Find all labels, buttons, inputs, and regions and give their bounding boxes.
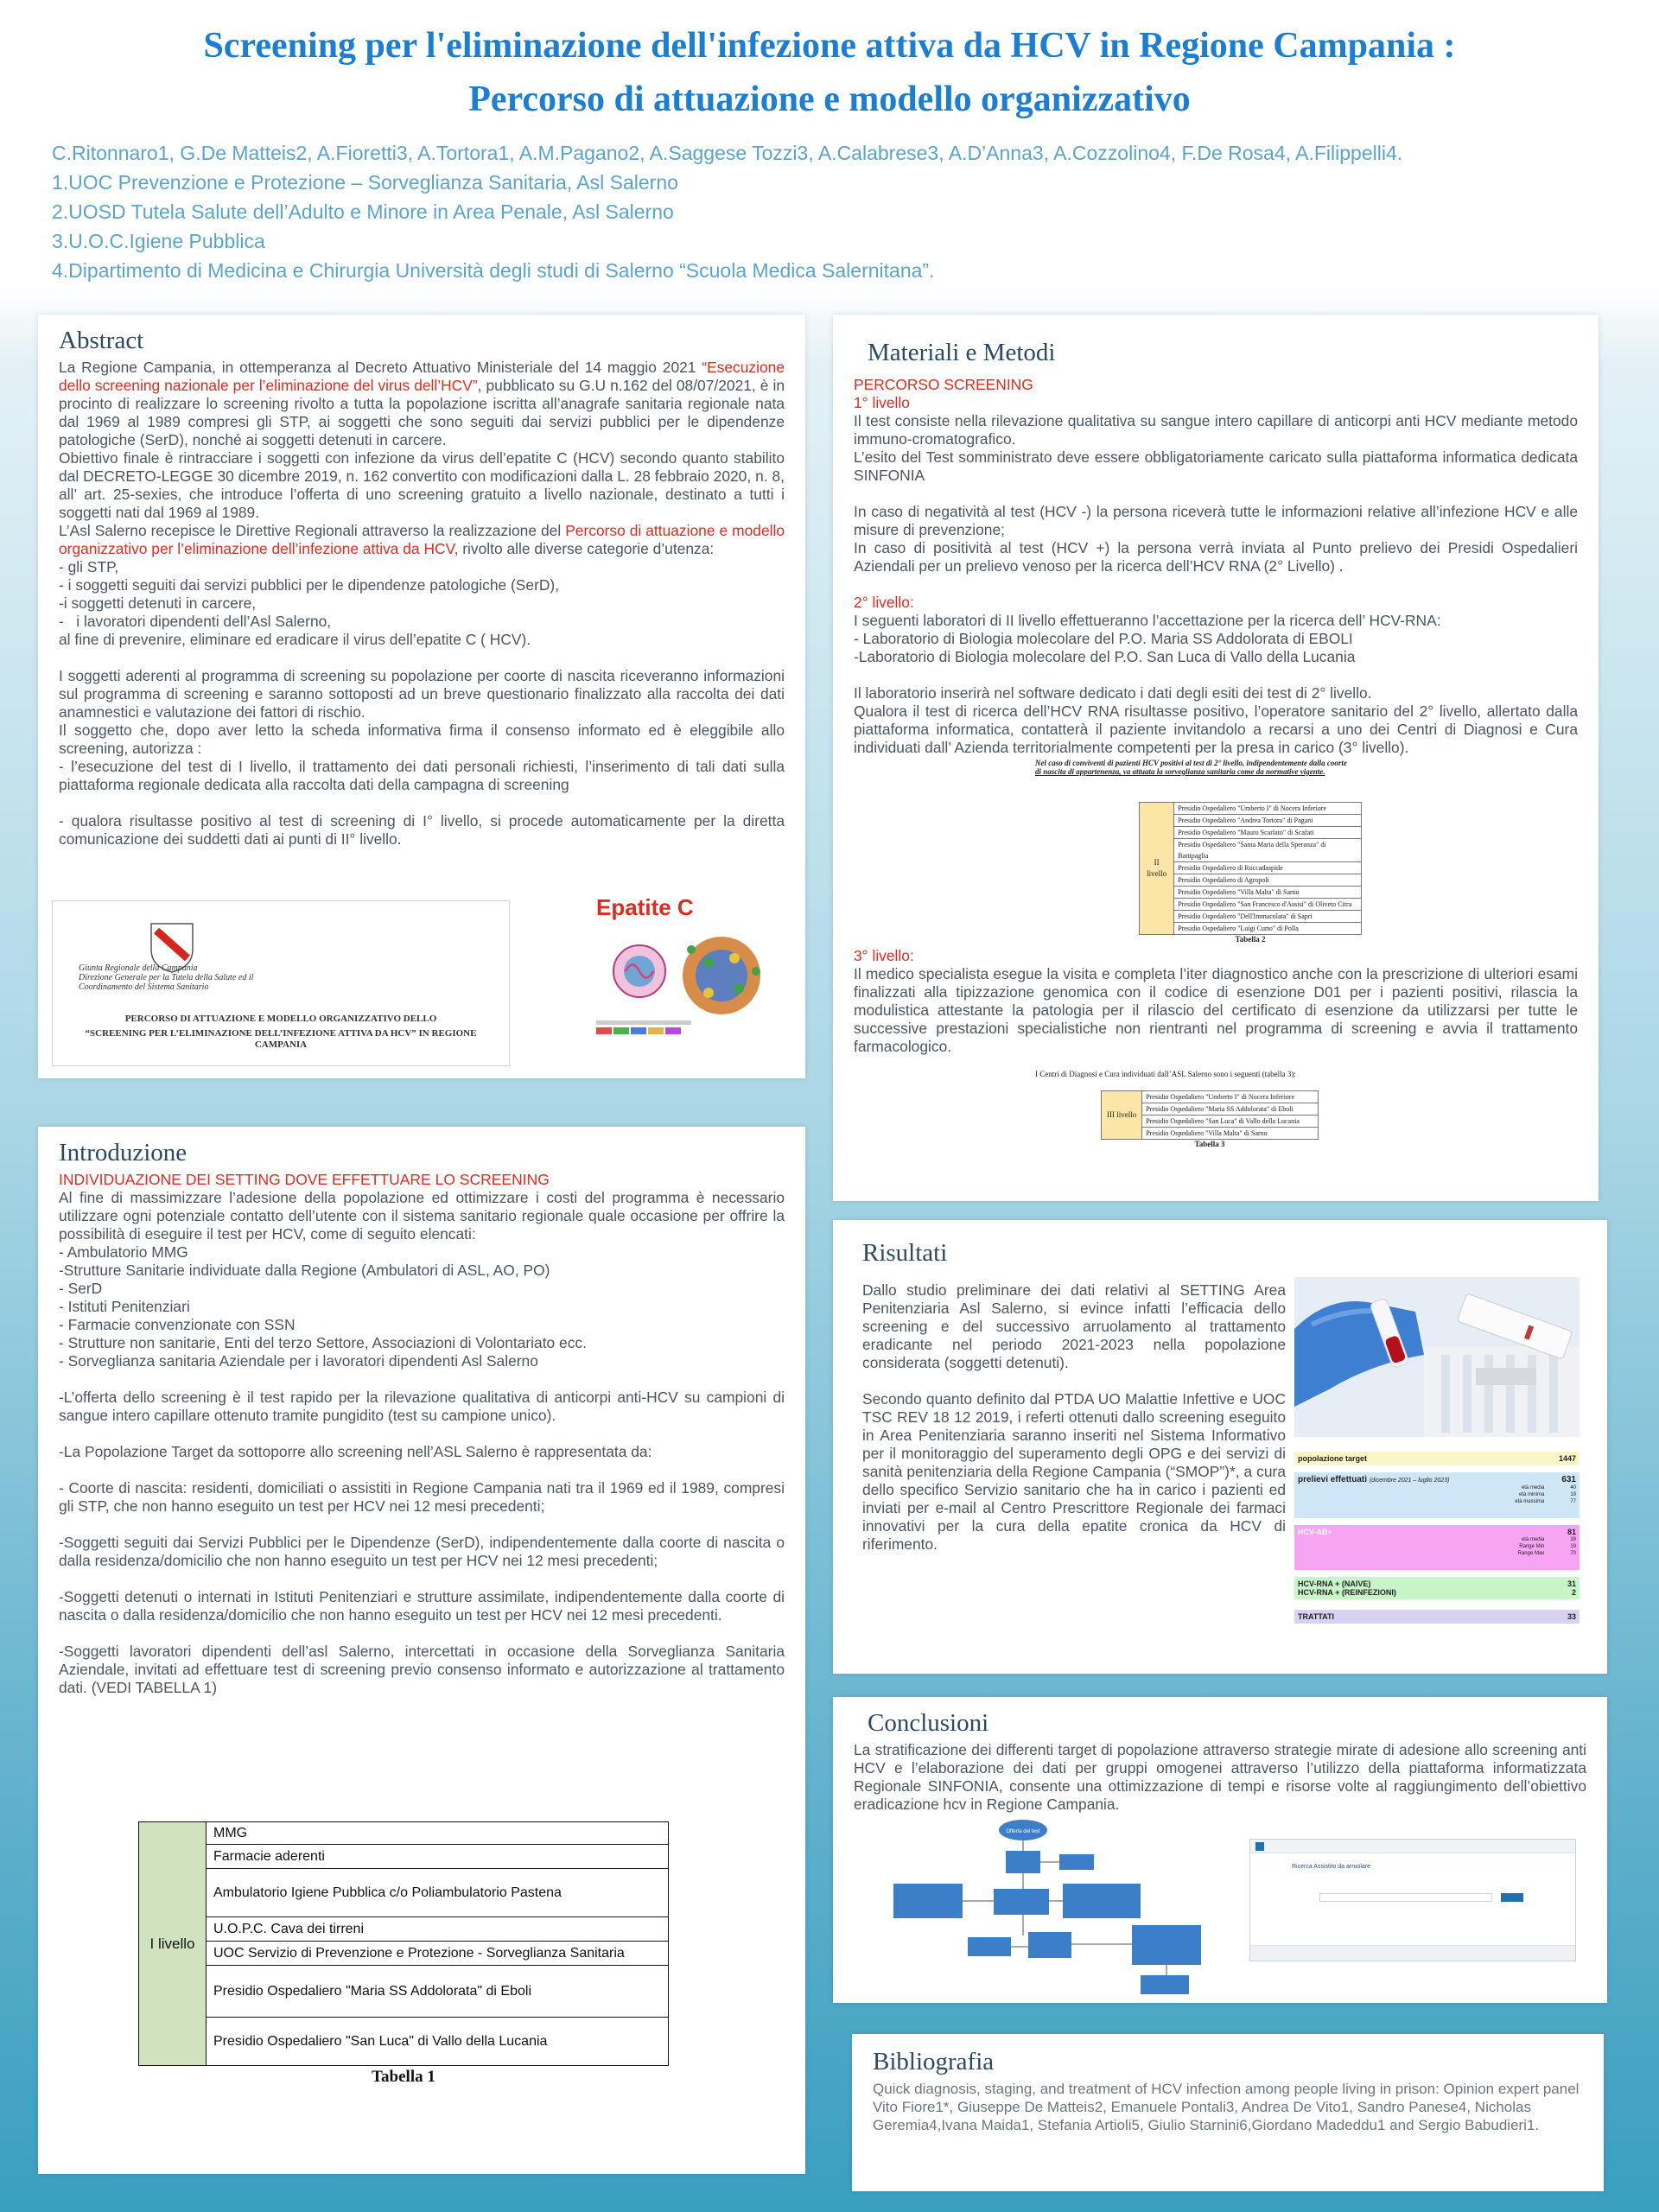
- table2-caption: Tabella 2: [1235, 935, 1266, 944]
- table-1: [138, 1821, 669, 2087]
- methods-level-2: 2° livello:: [854, 594, 914, 611]
- affiliation-2: 2.UOSD Tutela Salute dell’Adulto e Minore in Area Penale, Asl Salerno: [52, 200, 674, 223]
- prelievi-period: (dicembre 2021 – luglio 2023): [1369, 1478, 1450, 1484]
- hcv-ab-label: HCV-AB+: [1298, 1528, 1332, 1536]
- table1-row: Ambulatorio Igiene Pubblica c/o Poliambulatorio Pastena: [207, 1869, 669, 1917]
- sinfonia-platform-screenshot: [1249, 1839, 1576, 1961]
- results-row-treated: [1294, 1610, 1580, 1624]
- bibliography-b1: Quick diagnosis, staging, and treatment of HCV infection among people living in prison: Opinion expert panel: [873, 2081, 1580, 2097]
- prelievi-label: prelievi effettuati: [1298, 1475, 1368, 1484]
- table2-row: Presidio Ospedaliero di Agropoli: [1174, 874, 1362, 887]
- table2-row: Presidio Ospedaliero "Santa Maria della Speranza" di Battipaglia: [1174, 839, 1362, 862]
- table1-row: Presidio Ospedaliero "San Luca" di Vallo della Lucania: [207, 2018, 669, 2066]
- platform-search-button[interactable]: [1501, 1893, 1523, 1902]
- abstract-list-3: -i soggetti detenuti in carcere,: [59, 594, 257, 612]
- title-line-2: Percorso di attuazione e modello organizzativo: [468, 79, 1191, 119]
- table2-row: Presidio Ospedaliero "Umberto I" di Nocera Inferiore: [1174, 803, 1362, 815]
- regione-campania-document-image: [52, 900, 510, 1066]
- abstract-p3b: , rivolto alle diverse categorie d’utenza:: [454, 540, 715, 557]
- table1-row: MMG: [207, 1822, 669, 1845]
- prelievi-sub-value: 40: [1570, 1485, 1576, 1491]
- intro-p2: -L’offerta dello screening è il test rapido per la rilevazione qualitativa di anticorpi anti-HCV su campioni di sangue intero capillare ottenuto tramite pungidito (test su campione unico).: [59, 1389, 785, 1424]
- intro-p7: -Soggetti lavoratori dipendenti dell’asl Salerno, intercettati in occasione della Sorveglianza Sanitaria Aziendale, invitati ad effettuare test di screening previo consenso informato e autorizzazione al trattamento dati. (VEDI TABELLA 1): [59, 1643, 785, 1696]
- table1-row: Farmacie aderenti: [207, 1845, 669, 1869]
- methods-sub-percorso: PERCORSO SCREENING: [854, 376, 1033, 393]
- intro-list-5: - Farmacie convenzionate con SSN: [59, 1316, 296, 1333]
- hcv-ab-sub-value: 70: [1570, 1551, 1576, 1556]
- flowchart-icon: [890, 1815, 1210, 1996]
- prelievi-sub-label: età massima: [1515, 1499, 1545, 1504]
- intro-p1: Al fine di massimizzare l’adesione della popolazione ed ottimizzare i costi del programma è necessario utilizzare ogni potenziale contatto dell’utente con il sistema sanitario regionale quale occasione per offrire la possibilità di eseguire il test per HCV, come di seguito elencati:: [59, 1189, 785, 1243]
- results-row-target: [1294, 1452, 1580, 1465]
- methods-m4: In caso di positività al test (HCV +) la persona verrà inviata al Punto prelievo dei Presidi Ospedalieri Aziendali per un prelievo venoso per la ricerca dell’HCV RNA (2° Livello) .: [854, 539, 1578, 575]
- table3-row: Presidio Ospedaliero "Maria SS Addolorata" di Eboli: [1142, 1103, 1319, 1116]
- intro-list-6: - Strutture non sanitarie, Enti del terzo Settore, Associazioni di Volontariato ecc.: [59, 1334, 587, 1351]
- results-text: [862, 1281, 1286, 1554]
- prelievi-sub-value: 77: [1570, 1499, 1576, 1504]
- intro-p6: -Soggetti detenuti o internati in Istituti Penitenziari e strutture assimilate, indipendentemente dalla coorte di nascita o dalla residenza/domicilio che non hanno eseguito un test per HCV nei 12 mesi precedenti.: [59, 1588, 785, 1624]
- table1-row: UOC Servizio di Prevenzione e Protezione - Sorveglianza Sanitaria: [207, 1942, 669, 1966]
- methods-card: [833, 315, 1599, 1201]
- affiliation-3: 3.U.O.C.Igiene Pubblica: [52, 230, 265, 252]
- methods-m3: In caso di negatività al test (HCV -) la persona riceverà tutte le informazioni relative all’infezione HCV e alle misure di prevenzione;: [854, 503, 1578, 538]
- table2-row: Presidio Ospedaliero "San Francesco d'Assisi" di Oliveto Citra: [1174, 899, 1362, 911]
- hepatitis-c-title: Epatite C: [596, 894, 694, 920]
- hcv-ab-sub-label: Range Min: [1519, 1544, 1545, 1549]
- abstract-p1-decree: “Esecuzione dello screening nazionale per l’eliminazione del virus dell’HCV”: [59, 359, 785, 394]
- bibliography-text: [873, 2080, 1583, 2134]
- table-2: [1139, 802, 1362, 944]
- affiliation-1: 1.UOC Prevenzione e Protezione – Sorveglianza Sanitaria, Asl Salerno: [52, 171, 678, 194]
- target-label: popolazione target: [1298, 1454, 1368, 1463]
- results-row-prelievi: [1294, 1472, 1580, 1518]
- abstract-p2: Obiettivo finale è rintracciare i soggetti con infezione da virus dell’epatite C (HCV) secondo quanto stabilito dal DECRETO-LEGGE 30 dicembre 2019, n. 162 convertito con modificazioni dalla L. 28 febbraio 2020, n. 8, all’ art. 25-sexies, che introduce l’offerta di uno screening gratuito a livello nazionale, destinato a tutti i soggetti nati dal 1969 al 1989.: [59, 449, 785, 521]
- rna-naive-value: 31: [1567, 1580, 1576, 1588]
- table2-row: Presidio Ospedaliero di Roccadaspide: [1174, 862, 1362, 874]
- table1-row: Presidio Ospedaliero "Maria SS Addolorata" di Eboli: [207, 1966, 669, 2018]
- table3-row: Presidio Ospedaliero "San Luca" di Vallo della Lucania: [1142, 1116, 1319, 1128]
- abstract-p5: Il soggetto che, dopo aver letto la scheda informativa firma il consenso informato ed è eleggibile allo screening, autorizza :: [59, 721, 785, 757]
- table1-row: U.O.P.C. Cava dei tirreni: [207, 1917, 669, 1942]
- logo-inst-1: Giunta Regionale della Campania: [79, 963, 198, 973]
- table3-row: Presidio Ospedaliero "Villa Malta" di Sarno: [1142, 1128, 1319, 1140]
- hcv-ab-sub-value: 39: [1570, 1537, 1576, 1542]
- intro-list-7: - Sorveglianza sanitaria Aziendale per i lavoratori dipendenti Asl Salerno: [59, 1352, 538, 1370]
- abstract-p7: - qualora risultasse positivo al test di screening di I° livello, si procede automaticamente per la diretta comunicazione dei suddetti dati ai punti di II° livello.: [59, 812, 785, 848]
- methods-m5: I seguenti laboratori di II livello effettueranno l’accettazione per la ricerca dell’ HCV-RNA:: [854, 612, 1441, 629]
- table2-row: Presidio Ospedaliero "Mauro Scarlato" di Scafati: [1174, 827, 1362, 839]
- poster-title: [35, 19, 1624, 126]
- intro-p3: -La Popolazione Target da sottoporre allo screening nell’ASL Salerno è rappresentata da:: [59, 1443, 652, 1460]
- prelievi-value: 631: [1561, 1475, 1576, 1484]
- table2-row: Presidio Ospedaliero "Luigi Curto" di Polla: [1174, 923, 1362, 935]
- introduction-heading: Introduzione: [59, 1139, 188, 1166]
- abstract-list-5: al fine di prevenire, eliminare ed eradicare il virus dell’epatite C ( HCV).: [59, 631, 531, 648]
- logo-inst-2: Direzione Generale per la Tutela della Salute ed il: [79, 973, 254, 982]
- methods-text-level3: [854, 947, 1578, 1056]
- table2-row: Presidio Ospedaliero "Villa Malta" di Sarno: [1174, 887, 1362, 899]
- abstract-p3a: L’Asl Salerno recepisce le Direttive Regionali attraverso la realizzazione del: [59, 522, 566, 539]
- bibliography-heading: Bibliografia: [873, 2048, 995, 2075]
- bibliography-b2: Vito Fiore1*, Giuseppe De Matteis2, Emanuele Pontali3, Andrea De Vito1, Sandro Panese4, Nicholas Geremia4,Ivana Maida1, Stefania Artioli5, Giulio Starnini6,Giordano Madeddu1 and Sergio Babudieri1.: [873, 2099, 1540, 2133]
- abstract-p1a: La Regione Campania, in ottemperanza al Decreto Attuativo Ministeriale del 14 maggio 2021: [59, 359, 702, 376]
- hcv-ab-sub-label: età media: [1521, 1537, 1545, 1542]
- title-line-1: Screening per l'eliminazione dell'infezione attiva da HCV in Regione Campania :: [203, 26, 1456, 66]
- results-row-hcv-ab: [1294, 1525, 1580, 1570]
- abstract-text: [59, 359, 785, 849]
- intro-p4: - Coorte di nascita: residenti, domiciliati o assistiti in Regione Campania nati tra il 1969 ed il 1989, compresi gli STP, che non hanno eseguito un test per HCV nei 12 mesi precedenti;: [59, 1479, 785, 1515]
- table3-row: Presidio Ospedaliero "Umberto I" di Nocera Inferiore: [1142, 1091, 1319, 1103]
- table2-note: [1035, 759, 1578, 776]
- logo-title-1: PERCORSO DI ATTUAZIONE E MODELLO ORGANIZZATIVO DELLO: [124, 1014, 437, 1024]
- treated-value: 33: [1567, 1612, 1576, 1621]
- hcv-ab-value: 81: [1567, 1528, 1576, 1536]
- methods-m6: - Laboratorio di Biologia molecolare del P.O. Maria SS Addolorata di EBOLI: [854, 630, 1353, 647]
- platform-logo-icon: [1255, 1842, 1264, 1851]
- conclusions-heading: Conclusioni: [868, 1709, 989, 1737]
- abstract-list-4: - i lavoratori dipendenti dell’Asl Salerno,: [59, 613, 332, 630]
- rna-reinf-label: HCV-RNA + (REINFEZIONI): [1298, 1588, 1396, 1597]
- rna-naive-label: HCV-RNA + (NAIVE): [1298, 1580, 1371, 1588]
- authors-list: C.Ritonnaro1, G.De Matteis2, A.Fioretti3, A.Tortora1, A.M.Pagano2, A.Saggese Tozzi3, A.Calabrese3, A.D’Anna3, A.Cozzolino4, F.De Rosa4, A.Filippelli4.: [52, 142, 1403, 164]
- table-3: [1101, 1090, 1319, 1148]
- introduction-subheading: INDIVIDUAZIONE DEI SETTING DOVE EFFETTUARE LO SCREENING: [59, 1171, 550, 1188]
- prelievi-sub-label: età minima: [1518, 1492, 1545, 1497]
- table3-level: III livello: [1102, 1091, 1142, 1140]
- hepatitis-c-image: [579, 894, 786, 1067]
- results-row-hcv-rna: [1294, 1577, 1580, 1599]
- results-table: [1294, 1452, 1580, 1624]
- abstract-list-1: - gli STP,: [59, 558, 119, 575]
- table3-caption: Tabella 3: [1194, 1140, 1225, 1148]
- rapid-test-photo: [1294, 1277, 1580, 1437]
- abstract-list-2: - i soggetti seguiti dai servizi pubblici per le dipendenze patologiche (SerD),: [59, 576, 560, 594]
- target-value: 1447: [1558, 1454, 1576, 1463]
- table3-note: I Centri di Diagnosi e Cura individuati dall’ASL Salerno sono i seguenti (tabella 3):: [1035, 1070, 1296, 1078]
- results-r1: Dallo studio preliminare dei dati relativi al SETTING Area Penitenziaria Asl Salerno, si evince infatti l’efficacia dello screening e del successivo arruolamento al trattamento eradicante nel periodo 2021-2023 nella popolazione considerata (soggetti detenuti).: [862, 1281, 1286, 1371]
- intro-list-3: - SerD: [59, 1280, 103, 1297]
- treated-label: TRATTATI: [1298, 1612, 1334, 1621]
- platform-search-input[interactable]: [1319, 1893, 1492, 1902]
- table2-note-1: Nel caso di conviventi di pazienti HCV positivi al test di 2° livello, indipendentemente dalla coorte: [1035, 759, 1347, 767]
- affiliation-4: 4.Dipartimento di Medicina e Chirurgia Università degli studi di Salerno “Scuola Medica Salernitana”.: [52, 259, 935, 282]
- table2-level: II livello: [1140, 803, 1174, 935]
- intro-list-4: - Istituti Penitenziari: [59, 1298, 190, 1315]
- flowchart-start-label: Offerta del test: [1006, 1829, 1040, 1834]
- table2-row: Presidio Ospedaliero "Dell'Immacolata" di Sapri: [1174, 911, 1362, 923]
- rna-reinf-value: 2: [1571, 1588, 1576, 1597]
- methods-level-1: 1° livello: [854, 394, 910, 411]
- methods-level-3: 3° livello:: [854, 947, 914, 964]
- abstract-p4: I soggetti aderenti al programma di screening su popolazione per coorte di nascita riceveranno informazioni sul programma di screening e saranno sottoposti ad un breve questionario finalizzato alla raccolta dei dati anamnestici e valutazione dei fattori di rischio.: [59, 667, 785, 721]
- methods-text: [854, 376, 1578, 757]
- intro-p5: -Soggetti seguiti dai Servizi Pubblici per le Dipendenze (SerD), indipendentemente dalla coorte di nascita o dalla residenza/domicilio che non hanno eseguito un test per HCV nei 12 mesi precedenti;: [59, 1534, 785, 1569]
- methods-m2: L’esito del Test somministrato deve essere obbligatoriamente caricato sulla piattaforma informatica dedicata SINFONIA: [854, 448, 1578, 484]
- methods-m7: -Laboratorio di Biologia molecolare del P.O. San Luca di Vallo della Lucania: [854, 648, 1356, 665]
- conclusions-text: La stratificazione dei differenti target di popolazione attraverso strategie mirate di adesione allo screening anti HCV e l’elaborazione dei dati per gruppi omogenei attraverso l’utilizzo della piattaforma informatizzata Regionale SINFONIA, consente una ottimizzazione di tempi e risorse volte al raggiungimento dell’obiettivo eradicazione hcv in Regione Campania.: [854, 1741, 1586, 1813]
- authors-block: [52, 138, 1624, 285]
- methods-m10: Il medico specialista esegue la visita e completa l’iter diagnostico anche con la prescrizione di ulteriori esami finalizzati alla tipizzazione genomica con il codice di esenzione D01 per i pazienti positivi, rilascia la modulistica attestante la patologia per il rilascio del certificato di esenzione da utilizzarsi per tutte le successive prestazioni specialistiche non rientranti nel programma di screening e avvia il trattamento farmacologico.: [854, 965, 1578, 1055]
- results-r2: Secondo quanto definito dal PTDA UO Malattie Infettive e UOC TSC REV 18 12 2019, i referti ottenuti dallo screening eseguito in Area Penitenziaria saranno inseriti nel Sistema Informativo per il monitoraggio del superamento degli OPG e dei servizi di sanità penitenziaria della Regione Campania (“SMOP”)*, a cura dello specifico Servizio sanitario che ha in carico i pazienti ed inviati per e-mail al Centro Prescrittore Regionale dei farmaci innovativi per la cura della epatite cronica da HCV di riferimento.: [862, 1390, 1286, 1553]
- hcv-ab-sub-label: Range Max: [1517, 1551, 1545, 1556]
- table2-note-2: di nascita di appartenenza, va attuata la sorveglianza sanitaria come da normative vigente.: [1035, 767, 1325, 776]
- table1-caption: Tabella 1: [372, 2068, 435, 2086]
- introduction-text: [59, 1189, 785, 1697]
- intro-list-1: - Ambulatorio MMG: [59, 1243, 188, 1261]
- logo-inst-3: Coordinamento del Sistema Sanitario: [79, 982, 209, 992]
- methods-m9: Qualora il test di ricerca dell’HCV RNA risultasse positivo, l’operatore sanitario del 2° livello, allertato dalla piattaforma informatica, contatterà il paziente invitandolo a recarsi a uno dei Centri di Diagnosi e Cura individuati dall’ Azienda territorialmente competenti per la presa in carico (3° livello).: [854, 702, 1578, 756]
- platform-search-title: Ricerca Assistito da arruolare: [1292, 1864, 1371, 1870]
- screening-flowchart-image: [890, 1815, 1210, 1996]
- abstract-p6: - l’esecuzione del test di I livello, il trattamento dei dati personali richiesti, l’inserimento di tali dati sulla piattaforma regionale dedicata alla raccolta dati della campagna di screening: [59, 758, 785, 793]
- table1-level: I livello: [139, 1822, 207, 2066]
- prelievi-sub-label: età media: [1521, 1485, 1545, 1491]
- hcv-ab-sub-value: 19: [1570, 1544, 1576, 1549]
- abstract-p3-percorso: Percorso di attuazione e modello organizzativo per l’eliminazione dell’infezione attiva da HCV: [59, 522, 785, 557]
- methods-m8: Il laboratorio inserirà nel software dedicato i dati degli esiti dei test di 2° livello.: [854, 684, 1372, 702]
- abstract-p1b: , pubblicato su G.U n.162 del 08/07/2021, è in procinto di realizzare lo screening rivolto a tutta la popolazione iscritta all’anagrafe sanitaria regionale nata dal 1969 al 1989 compresi gli STP, ai soggetti che sono seguiti dai servizi pubblici per le dipendenze patologiche (SerD), nonché ai soggetti detenuti in carcere.: [59, 377, 785, 448]
- abstract-heading: Abstract: [59, 327, 144, 354]
- methods-m1: Il test consiste nella rilevazione qualitativa su sangue intero capillare di anticorpi anti HCV mediante metodo immuno-cromatografico.: [854, 412, 1578, 448]
- intro-list-2: -Strutture Sanitarie individuate dalla Regione (Ambulatori di ASL, AO, PO): [59, 1262, 550, 1279]
- logo-title-2: “SCREENING PER L’ELIMINAZIONE DELL’INFEZIONE ATTIVA DA HCV” IN REGIONE CAMPANIA: [85, 1028, 477, 1050]
- results-heading: Risultati: [862, 1239, 948, 1267]
- bibliography-card: [852, 2034, 1604, 2191]
- rapid-test-icon: [1294, 1277, 1580, 1437]
- table2-row: Presidio Ospedaliero "Andrea Tortora" di Pagani: [1174, 815, 1362, 827]
- methods-heading: Materiali e Metodi: [868, 339, 1056, 366]
- hcv-virus-icon: [579, 924, 786, 1071]
- prelievi-sub-value: 19: [1570, 1492, 1576, 1497]
